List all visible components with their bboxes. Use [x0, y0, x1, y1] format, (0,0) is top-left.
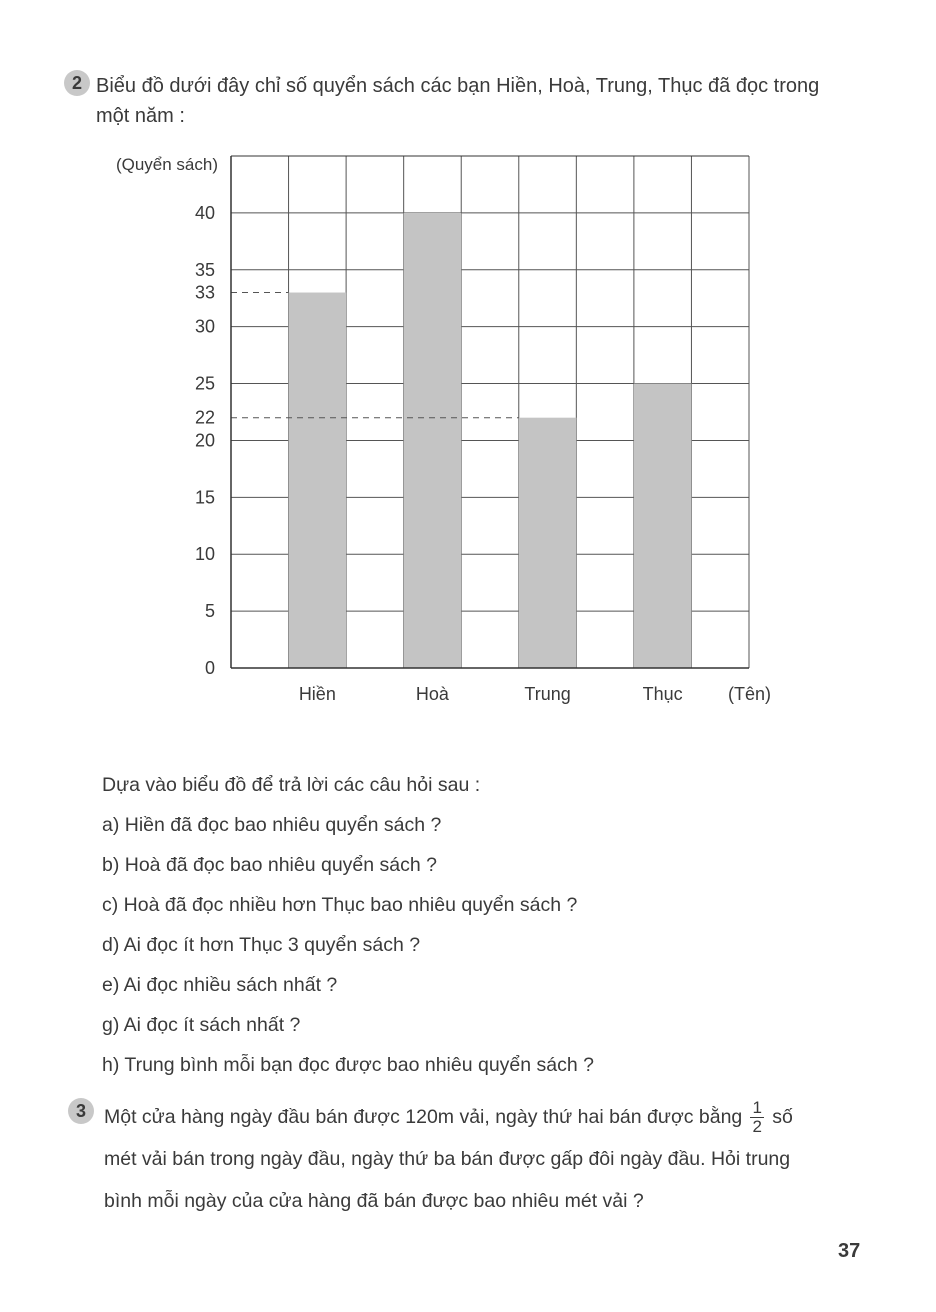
question-h: h) Trung bình mỗi bạn đọc được bao nhiêu quyển sách ?	[102, 1054, 594, 1076]
y-tick-label: 5	[204, 601, 215, 622]
problem-3-line-1-b: số	[772, 1106, 793, 1128]
x-tick-label: Hiền	[298, 684, 336, 704]
questions-intro: Dựa vào biểu đồ để trả lời các câu hỏi sau :	[102, 774, 481, 796]
bar-3	[519, 418, 577, 668]
y-tick-label: 10	[194, 544, 215, 565]
bar-2	[404, 213, 462, 668]
x-tick-label: Hoà	[415, 684, 449, 704]
bar-1	[289, 293, 347, 668]
problem-2-line-1: Biểu đồ dưới đây chỉ số quyển sách các bạn Hiền, Hoà, Trung, Thục đã đọc trong	[96, 75, 820, 97]
y-tick-label: 22	[194, 407, 215, 428]
y-tick-label: 30	[194, 316, 215, 337]
problem-3-line-3: bình mỗi ngày của cửa hàng đã bán được bao nhiêu mét vải ?	[104, 1190, 644, 1212]
problem-3-badge: 3	[68, 1098, 94, 1124]
y-tick-label: 35	[194, 259, 215, 280]
question-e: e) Ai đọc nhiều sách nhất ?	[102, 974, 338, 996]
page-number: 37	[838, 1240, 861, 1262]
y-tick-label: 0	[204, 658, 215, 678]
y-tick-label: 25	[194, 373, 215, 394]
y-axis-title: (Quyển sách)	[115, 155, 218, 174]
problem-3-line-2: mét vải bán trong ngày đầu, ngày thứ ba bán được gấp đôi ngày đầu. Hỏi trung	[104, 1148, 791, 1170]
fraction-one-half	[750, 1099, 764, 1136]
y-tick-label: 15	[194, 487, 215, 508]
question-b: b) Hoà đã đọc bao nhiêu quyển sách ?	[102, 854, 437, 876]
problem-2-badge: 2	[64, 70, 90, 96]
fraction-denominator: 2	[752, 1117, 763, 1137]
question-d: d) Ai đọc ít hơn Thục 3 quyển sách ?	[102, 934, 421, 956]
problem-3-line-1-a: Một cửa hàng ngày đầu bán được 120m vải, ngày thứ hai bán được bằng	[104, 1106, 743, 1128]
bar-4	[634, 384, 692, 668]
y-tick-label: 33	[194, 282, 215, 303]
problem-3-text	[104, 1096, 793, 1222]
x-axis-title: (Tên)	[728, 684, 772, 704]
y-tick-label: 20	[194, 430, 215, 451]
problem-3-line-1	[104, 1096, 793, 1138]
question-list	[102, 765, 594, 1085]
question-g: g) Ai đọc ít sách nhất ?	[102, 1014, 301, 1036]
question-c: c) Hoà đã đọc nhiều hơn Thục bao nhiêu quyển sách ?	[102, 894, 578, 916]
fraction-numerator: 1	[752, 1098, 763, 1118]
x-tick-label: Thục	[642, 684, 683, 704]
x-tick-label: Trung	[524, 684, 571, 704]
problem-2-line-2: một năm :	[96, 105, 185, 127]
y-tick-label: 40	[194, 202, 215, 223]
question-a: a) Hiền đã đọc bao nhiêu quyển sách ?	[102, 814, 442, 836]
